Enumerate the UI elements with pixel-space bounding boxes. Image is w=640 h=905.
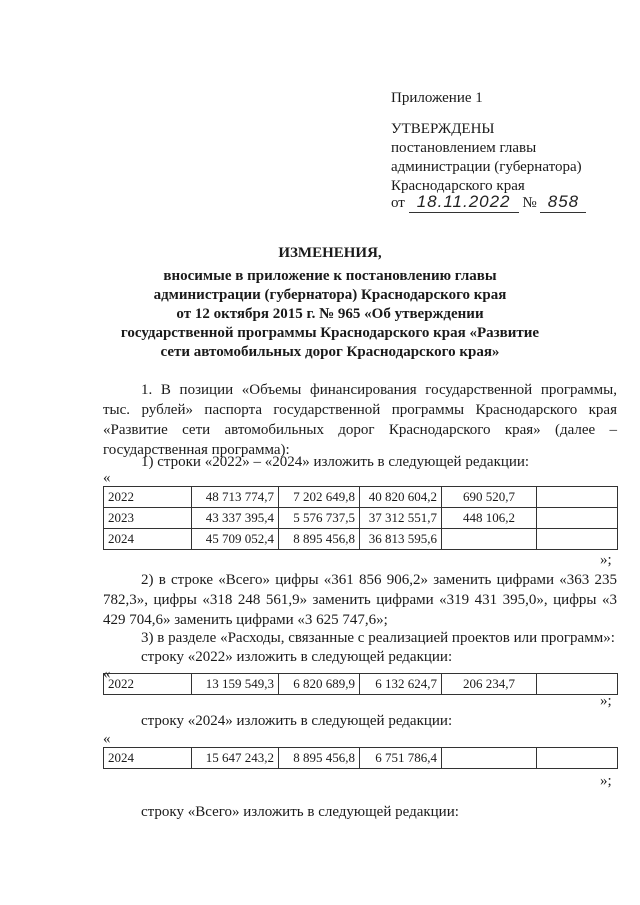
table-cell: 6 820 689,9 (279, 674, 360, 695)
table-cell: 8 895 456,8 (279, 529, 360, 550)
table-cell (537, 508, 618, 529)
close-quote-1: »; (600, 552, 612, 568)
paragraph-1: 1. В позиции «Объемы финансирования государственной программы, тыс. рублей» паспорта государственной программы Краснодарского края «Развитие сети автомобильных дорог Краснодарского края» (далее – государственная программа): (103, 382, 617, 458)
paragraph-3: 3) в разделе «Расходы, связанные с реализацией проектов или программ»: (141, 630, 615, 646)
title-line-2: вносимые в приложение к постановлению главы (163, 268, 497, 284)
open-quote-2: « (103, 666, 111, 682)
title-line-4: от 12 октября 2015 г. № 965 «Об утверждении (176, 306, 484, 322)
approved-line-2: администрации (губернатора) (391, 159, 582, 175)
table-2 (103, 673, 618, 695)
table-cell: 43 337 395,4 (192, 508, 279, 529)
table-cell (537, 487, 618, 508)
from-label: от (391, 195, 405, 211)
table-cell: 6 132 624,7 (360, 674, 442, 695)
table-cell: 37 312 551,7 (360, 508, 442, 529)
handwritten-number: 858 (540, 192, 586, 213)
table-row (104, 748, 618, 769)
table-cell (537, 529, 618, 550)
close-quote-3: »; (600, 773, 612, 789)
approved-line-3: Краснодарского края (391, 178, 525, 194)
table-cell: 36 813 595,6 (360, 529, 442, 550)
number-sign: № (522, 195, 537, 211)
paragraph-3-b: строку «2024» изложить в следующей редакции: (141, 713, 453, 729)
approved-line-1: постановлением главы (391, 140, 537, 156)
table-cell (442, 529, 537, 550)
table-cell: 13 159 549,3 (192, 674, 279, 695)
appendix-label: Приложение 1 (391, 90, 483, 106)
table-cell: 2024 (104, 529, 192, 550)
table-cell (442, 748, 537, 769)
title-line-3: администрации (губернатора) Краснодарского края (153, 287, 507, 303)
table-cell: 8 895 456,8 (279, 748, 360, 769)
table-cell: 5 576 737,5 (279, 508, 360, 529)
paragraph-3-a: строку «2022» изложить в следующей редакции: (141, 649, 453, 665)
table-cell: 40 820 604,2 (360, 487, 442, 508)
table-cell: 45 709 052,4 (192, 529, 279, 550)
table-cell: 6 751 786,4 (360, 748, 442, 769)
paragraph-2: 2) в строке «Всего» цифры «361 856 906,2» заменить цифрами «363 235 782,3», цифры «318 248 561,9» заменить цифрами «319 431 395,0», цифры «3 429 704,6» заменить цифрами «3 625 747,6»; (103, 572, 617, 628)
table-cell: 448 106,2 (442, 508, 537, 529)
table-cell: 2022 (104, 487, 192, 508)
table-cell: 690 520,7 (442, 487, 537, 508)
handwritten-date: 18.11.2022 (409, 192, 519, 213)
title-changes: ИЗМЕНЕНИЯ, (278, 245, 382, 261)
date-number-line (391, 192, 586, 213)
table-cell: 206 234,7 (442, 674, 537, 695)
paragraph-1-item-1: 1) строки «2022» – «2024» изложить в следующей редакции: (141, 454, 530, 470)
table-1 (103, 486, 618, 550)
table-row (104, 674, 618, 695)
open-quote-3: « (103, 731, 111, 747)
approved-label: УТВЕРЖДЕНЫ (391, 121, 495, 137)
table-row (104, 487, 618, 508)
table-row (104, 529, 618, 550)
table-cell: 2024 (104, 748, 192, 769)
table-cell: 2023 (104, 508, 192, 529)
table-cell (537, 674, 618, 695)
paragraph-3-c: строку «Всего» изложить в следующей редакции: (141, 804, 459, 820)
title-line-5: государственной программы Краснодарского края «Развитие (120, 325, 540, 341)
table-cell: 15 647 243,2 (192, 748, 279, 769)
table-row (104, 508, 618, 529)
table-cell: 7 202 649,8 (279, 487, 360, 508)
table-cell: 2022 (104, 674, 192, 695)
table-3 (103, 747, 618, 769)
table-cell: 48 713 774,7 (192, 487, 279, 508)
close-quote-2: »; (600, 693, 612, 709)
open-quote-1: « (103, 470, 111, 486)
table-cell (537, 748, 618, 769)
title-line-6: сети автомобильных дорог Краснодарского края» (160, 344, 500, 360)
